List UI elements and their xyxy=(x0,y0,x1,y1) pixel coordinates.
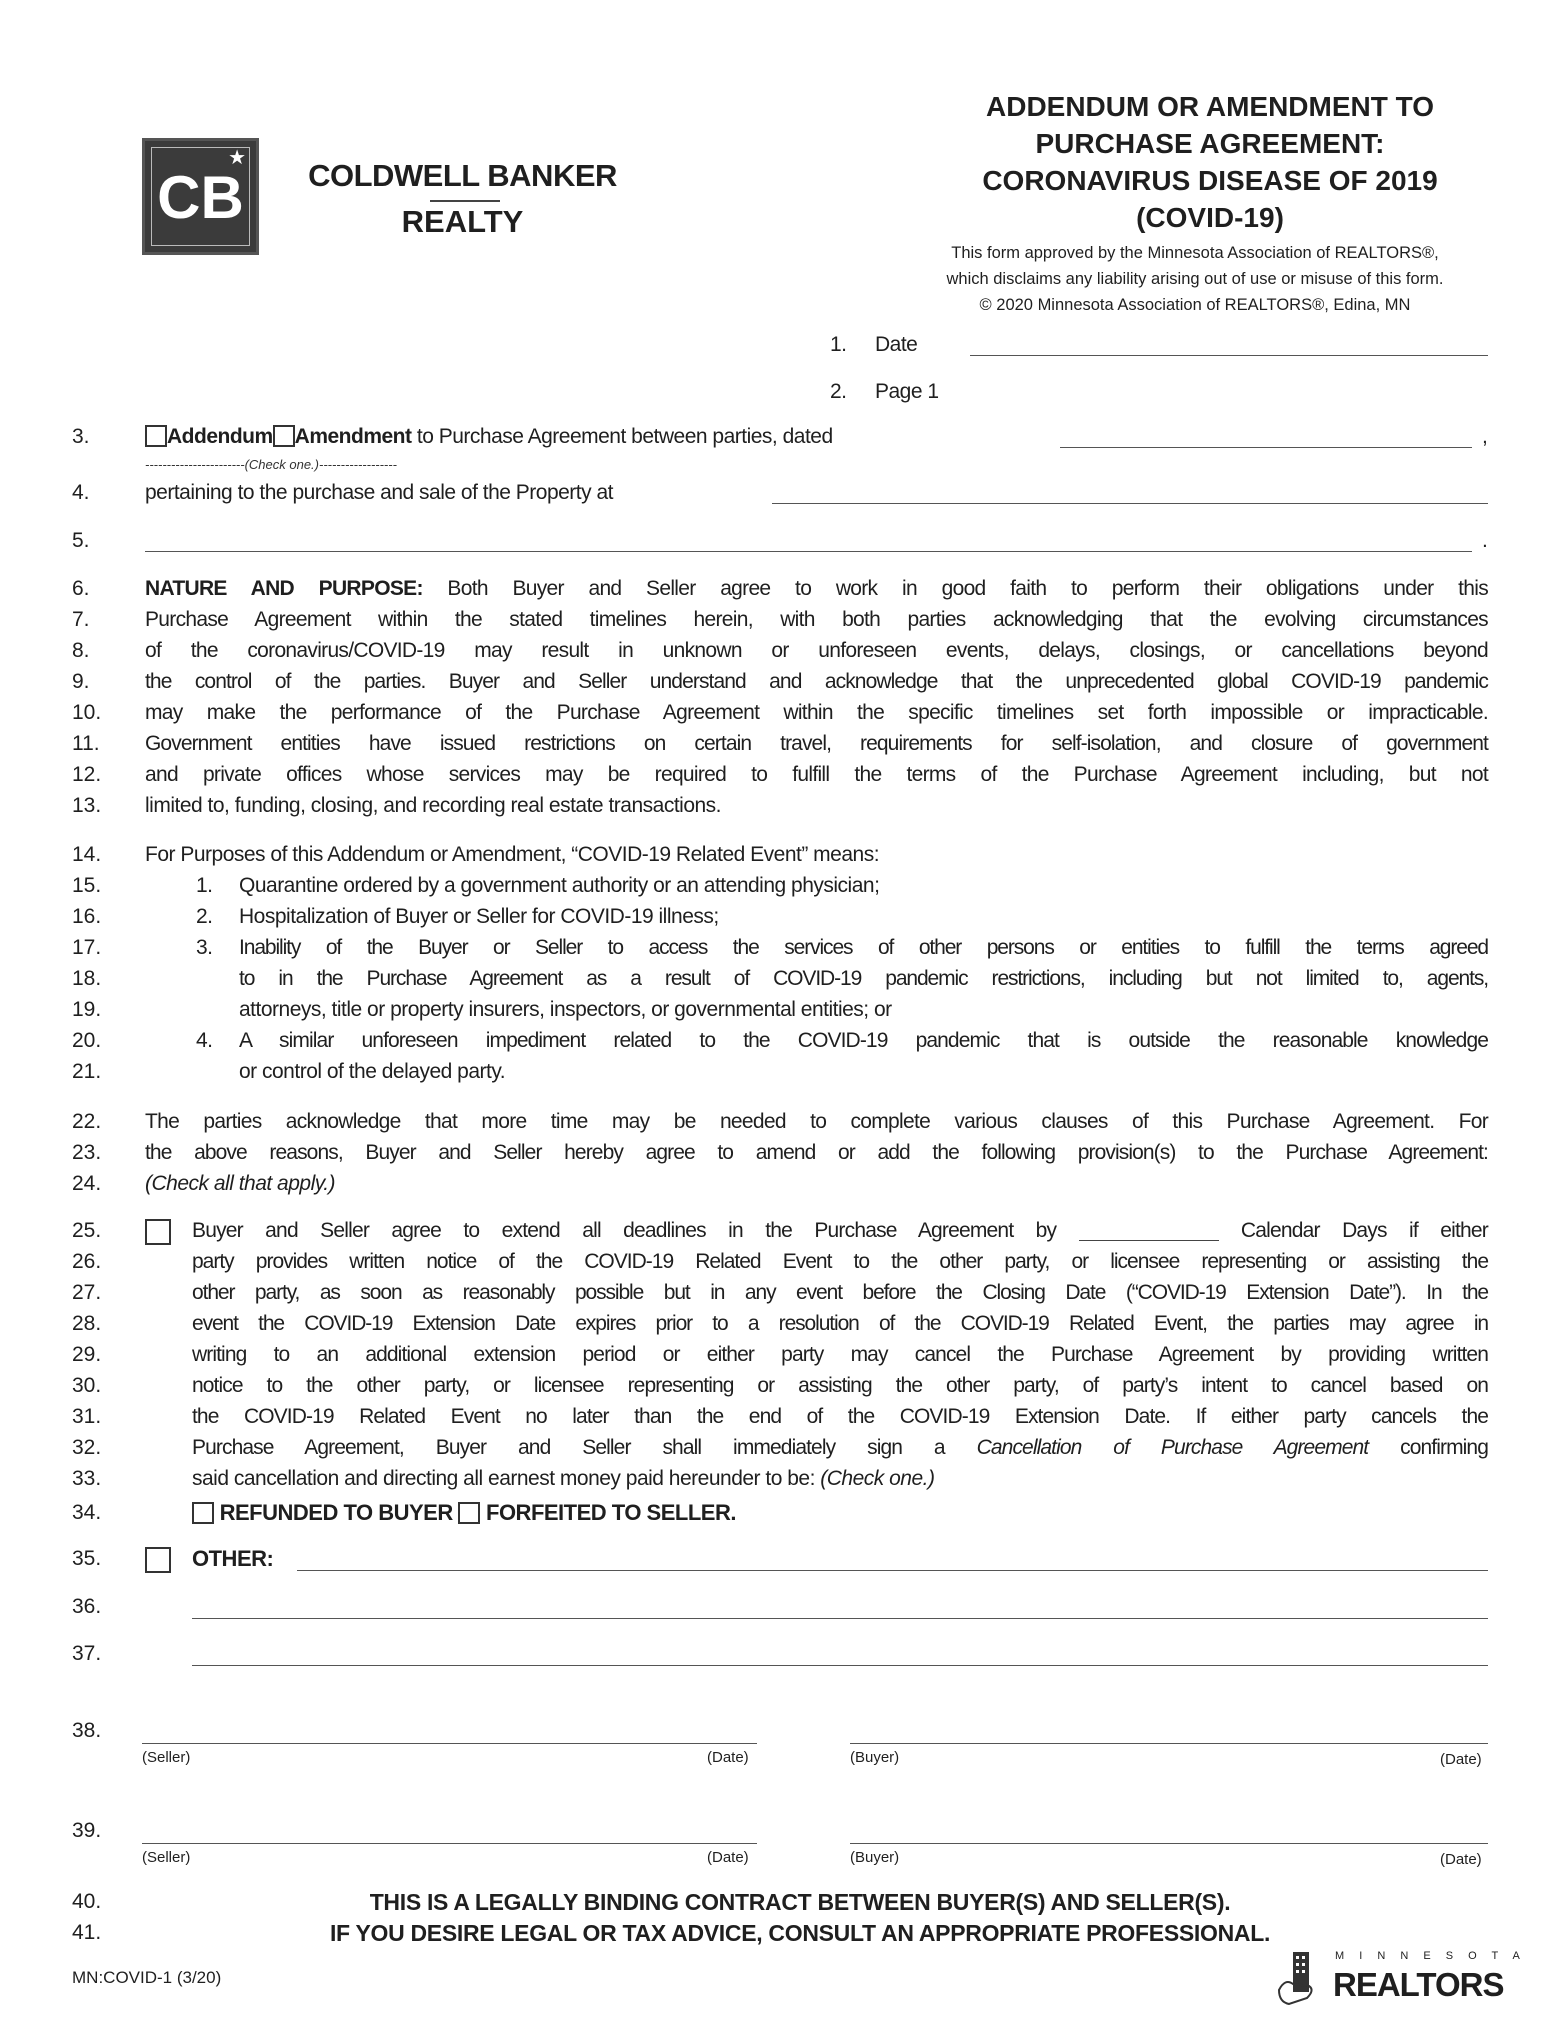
forfeited-to-seller-label: FORFEITED TO SELLER. xyxy=(486,1500,736,1525)
line-text: event the COVID-19 Extension Date expires prior to a resolution of the COVID-19 Related Event, the parties may agree in xyxy=(192,1312,1488,1335)
line-23 xyxy=(0,1138,1566,1168)
line-text: The parties acknowledge that more time may be needed to complete various clauses of this Purchase Agreement. For xyxy=(145,1110,1488,1133)
line-number: 8. xyxy=(72,639,90,662)
date-row xyxy=(0,330,1566,360)
addendum-label: Addendum xyxy=(167,425,273,448)
agreement-date-field[interactable] xyxy=(1060,447,1472,448)
buyer-signature-field[interactable] xyxy=(850,1843,1488,1844)
item-number: 2. xyxy=(196,905,213,928)
line-text: A similar unforeseen impediment related to the COVID-19 pandemic that is outside the reasonable knowledge xyxy=(239,1029,1488,1052)
addendum-checkbox[interactable] xyxy=(145,425,167,447)
form-reference: Cancellation of Purchase Agreement xyxy=(976,1436,1369,1459)
line-number: 12. xyxy=(72,763,102,786)
line-number: 37. xyxy=(72,1642,102,1665)
line-11 xyxy=(0,729,1566,759)
line-number: 22. xyxy=(72,1110,102,1133)
line-24 xyxy=(0,1169,1566,1199)
line-22 xyxy=(0,1107,1566,1137)
coldwell-banker-logo xyxy=(142,138,259,255)
line-number: 23. xyxy=(72,1141,102,1164)
line-number: 40. xyxy=(72,1890,102,1913)
legal-notice: THIS IS A LEGALLY BINDING CONTRACT BETWEEN BUYER(S) AND SELLER(S). xyxy=(369,1889,1231,1915)
line-14 xyxy=(0,840,1566,870)
line-number: 11. xyxy=(72,732,100,755)
date-label: (Date) xyxy=(707,1749,749,1766)
seller-signature-field[interactable] xyxy=(142,1743,757,1744)
line-text: Calendar Days if either xyxy=(1240,1219,1488,1242)
refunded-to-buyer-label: REFUNDED TO BUYER xyxy=(219,1500,453,1525)
line-9 xyxy=(0,667,1566,697)
line-18 xyxy=(0,964,1566,994)
refunded-to-buyer-checkbox[interactable] xyxy=(192,1502,214,1524)
line-number: 29. xyxy=(72,1343,102,1366)
check-one-note: -----------------------(Check one.)------------------ xyxy=(145,457,397,472)
line-number: 34. xyxy=(72,1501,102,1524)
line-37 xyxy=(0,1639,1566,1669)
line-text: of the coronavirus/COVID-19 may result in unknown or unforeseen events, delays, closings, or cancellations beyond xyxy=(145,639,1488,662)
line-text: writing to an additional extension period or either party may cancel the Purchase Agreement by providing written xyxy=(192,1343,1488,1366)
property-address-field-2[interactable] xyxy=(145,551,1472,552)
line-text: other party, as soon as reasonably possible but in any event before the Closing Date (“COVID-19 Extension Date”). In the xyxy=(192,1281,1488,1304)
form-title xyxy=(860,88,1560,236)
date-field[interactable] xyxy=(970,355,1488,356)
title-line: ADDENDUM OR AMENDMENT TO xyxy=(986,91,1434,122)
page-label: Page 1 xyxy=(875,380,939,403)
item-number: 3. xyxy=(196,936,213,959)
line-34 xyxy=(0,1498,1566,1528)
line-13 xyxy=(0,791,1566,821)
other-label: OTHER: xyxy=(192,1546,274,1571)
line-8 xyxy=(0,636,1566,666)
line-text: Quarantine ordered by a government authority or an attending physician; xyxy=(239,874,880,897)
extension-checkbox[interactable] xyxy=(145,1219,171,1245)
line-number: 13. xyxy=(72,794,102,817)
line-number: 19. xyxy=(72,998,102,1021)
amendment-label: Amendment xyxy=(294,425,412,448)
buyer-label: (Buyer) xyxy=(850,1849,900,1866)
line-number: 21. xyxy=(72,1060,102,1083)
signature-row-1 xyxy=(0,1716,1566,1746)
line-number: 36. xyxy=(72,1595,102,1618)
line-text: said cancellation and directing all earnest money paid hereunder to be: xyxy=(192,1467,821,1490)
other-field[interactable] xyxy=(297,1570,1488,1571)
approval-notice xyxy=(830,240,1560,318)
seller-signature-field[interactable] xyxy=(142,1843,757,1844)
line-number: 5. xyxy=(72,529,90,552)
buyer-signature-field[interactable] xyxy=(850,1743,1488,1744)
line-28 xyxy=(0,1309,1566,1339)
line-text: Purchase Agreement within the stated timelines herein, with both parties acknowledging that the evolving circumstances xyxy=(145,608,1488,631)
line-number: 15. xyxy=(72,874,102,897)
title-line: CORONAVIRUS DISEASE OF 2019 xyxy=(982,165,1438,196)
line-text: the control of the parties. Buyer and Seller understand and acknowledge that the unprecedented global COVID-19 pandemic xyxy=(145,670,1488,693)
line-number: 9. xyxy=(72,670,90,693)
line-30 xyxy=(0,1371,1566,1401)
line-26 xyxy=(0,1247,1566,1277)
line-number: 27. xyxy=(72,1281,102,1304)
title-line: (COVID-19) xyxy=(1136,202,1284,233)
page-row xyxy=(0,377,1566,407)
line-text: Buyer and Seller agree to extend all deadlines in the Purchase Agreement by xyxy=(192,1219,1057,1242)
line-text: the COVID-19 Related Event no later than the end of the COVID-19 Extension Date. If either party cancels the xyxy=(192,1405,1488,1428)
comma: , xyxy=(1482,425,1488,448)
line-41 xyxy=(0,1918,1566,1948)
line-text: party provides written notice of the COVID-19 Related Event to the other party, or licensee representing or assisting the xyxy=(192,1250,1488,1273)
approval-line: which disclaims any liability arising out of use or misuse of this form. xyxy=(946,270,1444,288)
legal-notice: IF YOU DESIRE LEGAL OR TAX ADVICE, CONSULT AN APPROPRIATE PROFESSIONAL. xyxy=(329,1920,1271,1946)
line-19 xyxy=(0,995,1566,1025)
line-35 xyxy=(0,1544,1566,1574)
line-number: 38. xyxy=(72,1719,102,1742)
title-line: PURCHASE AGREEMENT: xyxy=(1035,128,1385,159)
line-20 xyxy=(0,1026,1566,1056)
line-31 xyxy=(0,1402,1566,1432)
other-field-3[interactable] xyxy=(192,1665,1488,1666)
date-label: (Date) xyxy=(707,1849,749,1866)
line-number: 28. xyxy=(72,1312,102,1335)
amendment-checkbox[interactable] xyxy=(273,425,295,447)
line-text: For Purposes of this Addendum or Amendment, “COVID-19 Related Event” means: xyxy=(145,843,880,866)
line-36 xyxy=(0,1592,1566,1622)
line-text: the above reasons, Buyer and Seller hereby agree to amend or add the following provision(s) to the Purchase Agreement: xyxy=(145,1141,1488,1164)
seller-label: (Seller) xyxy=(142,1749,191,1766)
line-text: confirming xyxy=(1368,1436,1488,1459)
divider xyxy=(430,200,500,202)
line-number: 1. xyxy=(830,333,847,356)
line-27 xyxy=(0,1278,1566,1308)
line-text: notice to the other party, or licensee representing or assisting the other party, of party’s intent to cancel based on xyxy=(192,1374,1488,1397)
company-name: COLDWELL BANKER xyxy=(308,158,617,193)
realtors-logo-top: M I N N E S O T A xyxy=(1335,1950,1526,1962)
date-label: (Date) xyxy=(1440,1851,1482,1868)
line-10 xyxy=(0,698,1566,728)
line-number: 33. xyxy=(72,1467,102,1490)
line-3 xyxy=(0,422,1566,452)
seller-label: (Seller) xyxy=(142,1849,191,1866)
company-realty: REALTY xyxy=(401,204,524,239)
item-number: 1. xyxy=(196,874,213,897)
section-heading: NATURE AND PURPOSE: xyxy=(145,577,423,600)
line-7 xyxy=(0,605,1566,635)
line-number: 31. xyxy=(72,1405,102,1428)
line-number: 16. xyxy=(72,905,102,928)
line-25 xyxy=(0,1216,1566,1246)
calendar-days-field[interactable] xyxy=(1079,1220,1219,1241)
line-number: 39. xyxy=(72,1819,102,1842)
line-number: 10. xyxy=(72,701,102,724)
line-number: 3. xyxy=(72,425,90,448)
minnesota-realtors-logo xyxy=(1275,1950,1535,2020)
line-32 xyxy=(0,1433,1566,1463)
line-text: and private offices whose services may be required to fulfill the terms of the Purchase Agreement including, but not xyxy=(145,763,1488,786)
line-text: to in the Purchase Agreement as a result of COVID-19 pandemic restrictions, including but not limited to, agents, xyxy=(239,967,1488,990)
other-field-2[interactable] xyxy=(192,1618,1488,1619)
line-5 xyxy=(0,526,1566,556)
buyer-label: (Buyer) xyxy=(850,1749,900,1766)
line-text: Government entities have issued restrictions on certain travel, requirements for self-isolation, and closure of government xyxy=(145,732,1488,755)
check-one-note: (Check one.) xyxy=(820,1467,935,1490)
line-29 xyxy=(0,1340,1566,1370)
line-text: limited to, funding, closing, and recording real estate transactions. xyxy=(145,794,722,817)
approval-line: © 2020 Minnesota Association of REALTORS®, Edina, MN xyxy=(979,296,1411,314)
line-number: 17. xyxy=(72,936,102,959)
line-number: 2. xyxy=(830,380,847,403)
line-text: Hospitalization of Buyer or Seller for COVID-19 illness; xyxy=(239,905,719,928)
line-number: 14. xyxy=(72,843,102,866)
line-15 xyxy=(0,871,1566,901)
line-text: Inability of the Buyer or Seller to access the services of other persons or entities to fulfill the terms agreed xyxy=(239,936,1488,959)
line-17 xyxy=(0,933,1566,963)
building-hand-icon xyxy=(1275,1950,1325,2010)
line-number: 7. xyxy=(72,608,90,631)
line-number: 20. xyxy=(72,1029,102,1052)
form-id: MN:COVID-1 (3/20) xyxy=(72,1968,222,1987)
line-number: 30. xyxy=(72,1374,102,1397)
line-number: 26. xyxy=(72,1250,102,1273)
period: . xyxy=(1482,529,1488,552)
line-text: to Purchase Agreement between parties, dated xyxy=(416,425,833,448)
star-icon: ★ xyxy=(228,147,246,169)
line-33 xyxy=(0,1464,1566,1494)
line-16 xyxy=(0,902,1566,932)
line-number: 41. xyxy=(72,1921,102,1944)
line-4 xyxy=(0,478,1566,508)
line-12 xyxy=(0,760,1566,790)
approval-line: This form approved by the Minnesota Association of REALTORS®, xyxy=(951,244,1439,262)
item-number: 4. xyxy=(196,1029,213,1052)
line-number: 4. xyxy=(72,481,90,504)
line-6 xyxy=(0,574,1566,604)
line-40 xyxy=(0,1887,1566,1917)
line-text: pertaining to the purchase and sale of the Property at xyxy=(145,481,613,504)
realtors-logo-text: REALTORS xyxy=(1333,1966,1504,2003)
cb-monogram: CB xyxy=(151,147,250,246)
forfeited-to-seller-checkbox[interactable] xyxy=(458,1502,480,1524)
property-address-field[interactable] xyxy=(772,503,1488,504)
line-text: may make the performance of the Purchase Agreement within the specific timelines set forth impossible or impracticable. xyxy=(145,701,1488,724)
line-number: 18. xyxy=(72,967,102,990)
line-text: attorneys, title or property insurers, inspectors, or governmental entities; or xyxy=(239,998,892,1021)
line-text: Purchase Agreement, Buyer and Seller shall immediately sign a xyxy=(192,1436,977,1459)
line-number: 25. xyxy=(72,1219,102,1242)
date-label: (Date) xyxy=(1440,1751,1482,1768)
signature-row-2 xyxy=(0,1816,1566,1846)
line-number: 32. xyxy=(72,1436,102,1459)
date-label: Date xyxy=(875,333,918,356)
line-text: Both Buyer and Seller agree to work in good faith to perform their obligations under this xyxy=(422,577,1488,600)
line-21 xyxy=(0,1057,1566,1087)
line-number: 24. xyxy=(72,1172,102,1195)
other-checkbox[interactable] xyxy=(145,1547,171,1573)
line-text: (Check all that apply.) xyxy=(145,1172,336,1195)
line-number: 35. xyxy=(72,1547,102,1570)
line-text: or control of the delayed party. xyxy=(239,1060,506,1083)
line-number: 6. xyxy=(72,577,90,600)
